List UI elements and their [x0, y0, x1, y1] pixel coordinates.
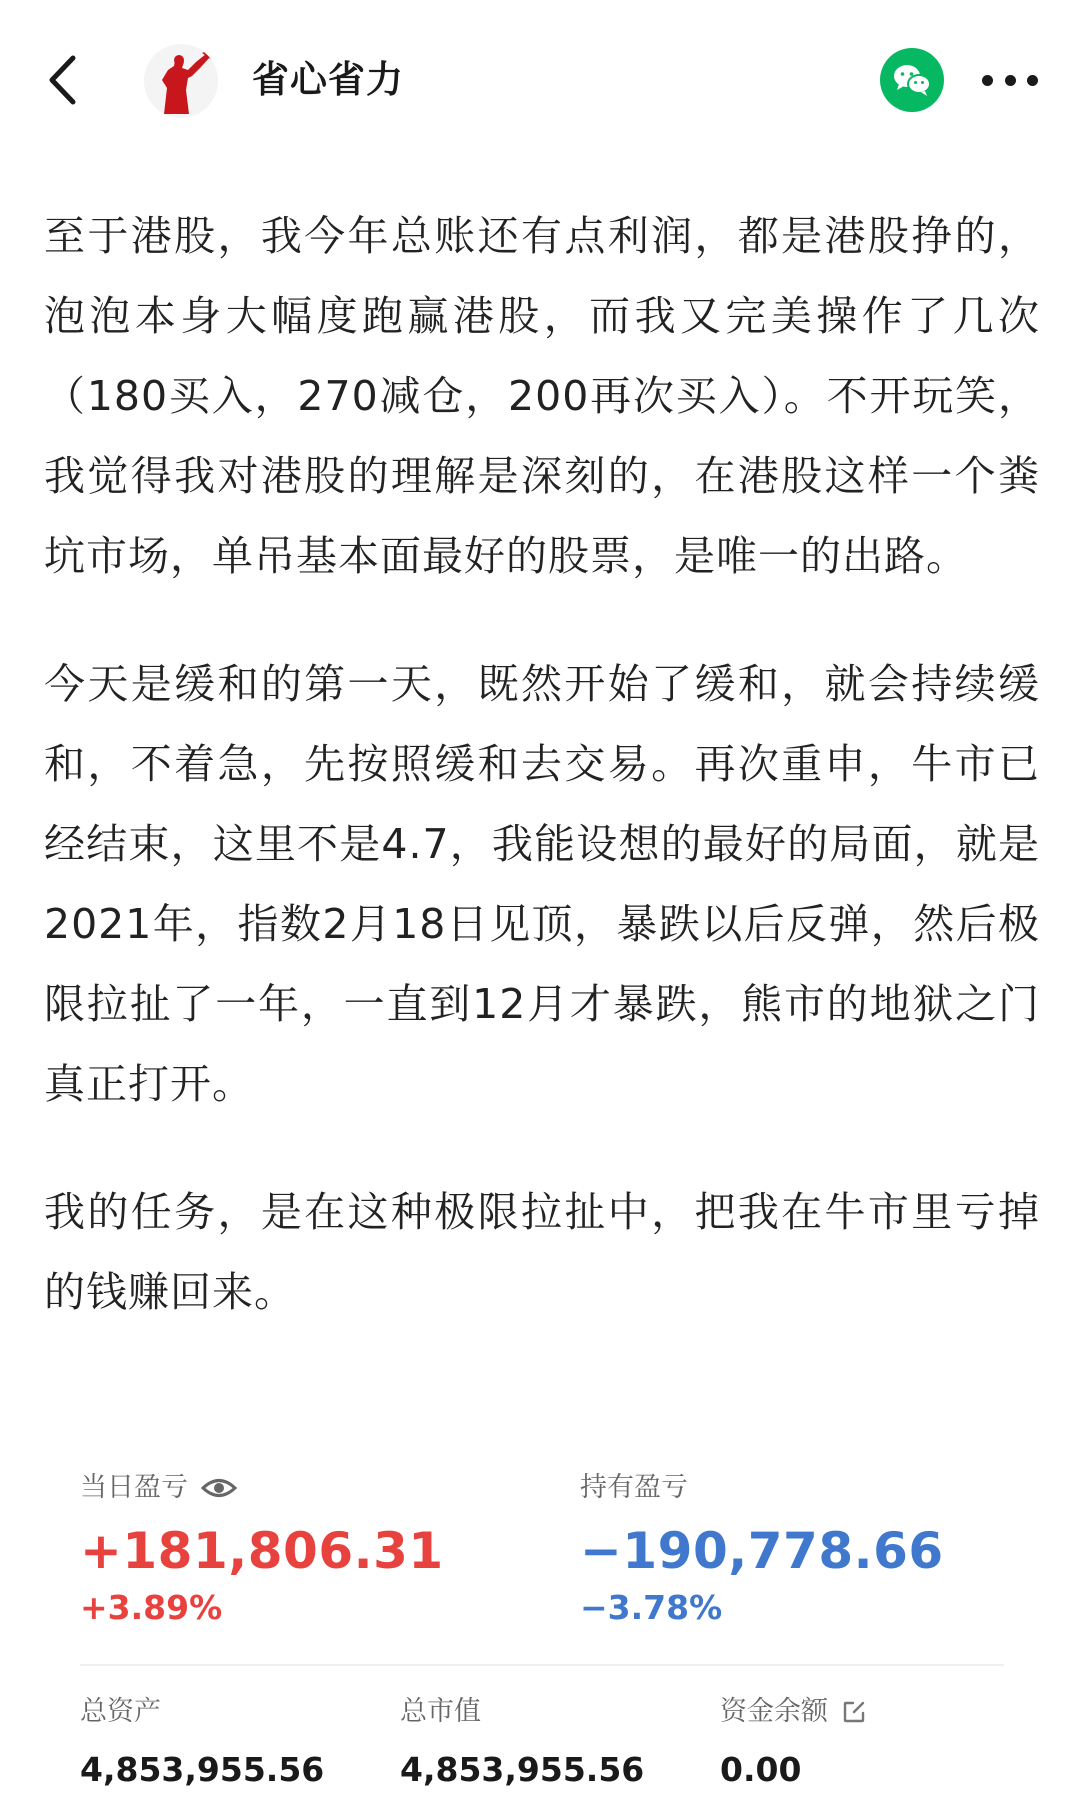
cash-balance-label-row	[720, 1692, 868, 1732]
total-assets-value: 4,853,955.56	[80, 1750, 325, 1789]
article-paragraph: 我的任务，是在这种极限拉扯中，把我在牛市里亏掉的钱赚回来。	[44, 1188, 1040, 1316]
wechat-share-button[interactable]	[880, 48, 944, 112]
market-value-label: 总市值	[400, 1696, 481, 1727]
market-value-value: 4,853,955.56	[400, 1750, 645, 1789]
account-summary-card	[44, 1440, 1040, 1809]
more-horizontal-icon	[1005, 75, 1016, 86]
wechat-icon	[892, 63, 932, 97]
top-bar	[0, 0, 1080, 160]
holding-pl-block	[580, 1468, 944, 1630]
total-assets-label: 总资产	[80, 1696, 161, 1727]
eye-icon[interactable]	[200, 1473, 238, 1503]
holding-pl-label-row	[580, 1468, 944, 1508]
edit-icon[interactable]	[840, 1698, 868, 1726]
cash-balance-label: 资金余额	[720, 1696, 828, 1727]
daily-pl-label-row	[80, 1468, 444, 1508]
more-horizontal-icon	[982, 75, 993, 86]
more-horizontal-icon	[1027, 75, 1038, 86]
account-name[interactable]: 省心省力	[252, 58, 404, 101]
trumpeter-avatar-icon	[144, 44, 218, 118]
daily-pl-block	[80, 1468, 444, 1630]
holding-pl-label: 持有盈亏	[580, 1472, 688, 1503]
cash-balance-block	[720, 1692, 868, 1792]
total-assets-label-row	[80, 1692, 324, 1732]
back-button[interactable]	[40, 48, 84, 112]
market-value-label-row	[400, 1692, 644, 1732]
article-paragraph: 至于港股，我今年总账还有点利润，都是港股挣的，泡泡本身大幅度跑赢港股，而我又完美操作了几次（180买入，270减仓，200再次买入）。不开玩笑，我觉得我对港股的理解是深刻的，在港股这样一个粪坑市场，单吊基本面最好的股票，是唯一的出路。	[44, 212, 1040, 580]
chevron-left-icon	[47, 54, 77, 106]
holding-pl-amount: −190,778.66	[580, 1522, 944, 1580]
market-value-block	[400, 1692, 644, 1792]
total-assets-block	[80, 1692, 324, 1792]
holding-pl-percent: −3.78%	[580, 1588, 723, 1627]
daily-pl-percent: +3.89%	[80, 1588, 223, 1627]
cash-balance-value: 0.00	[720, 1750, 802, 1789]
more-options-button[interactable]	[982, 62, 1038, 98]
daily-pl-amount: +181,806.31	[80, 1522, 444, 1580]
avatar[interactable]	[144, 44, 218, 118]
article-body	[44, 196, 1040, 1332]
card-divider	[80, 1664, 1004, 1666]
daily-pl-label: 当日盈亏	[80, 1472, 188, 1503]
article-paragraph: 今天是缓和的第一天，既然开始了缓和，就会持续缓和，不着急，先按照缓和去交易。再次重申，牛市已经结束，这里不是4.7，我能设想的最好的局面，就是2021年，指数2月18日见顶，暴跌以后反弹，然后极限拉扯了一年，一直到12月才暴跌，熊市的地狱之门真正打开。	[44, 660, 1040, 1108]
